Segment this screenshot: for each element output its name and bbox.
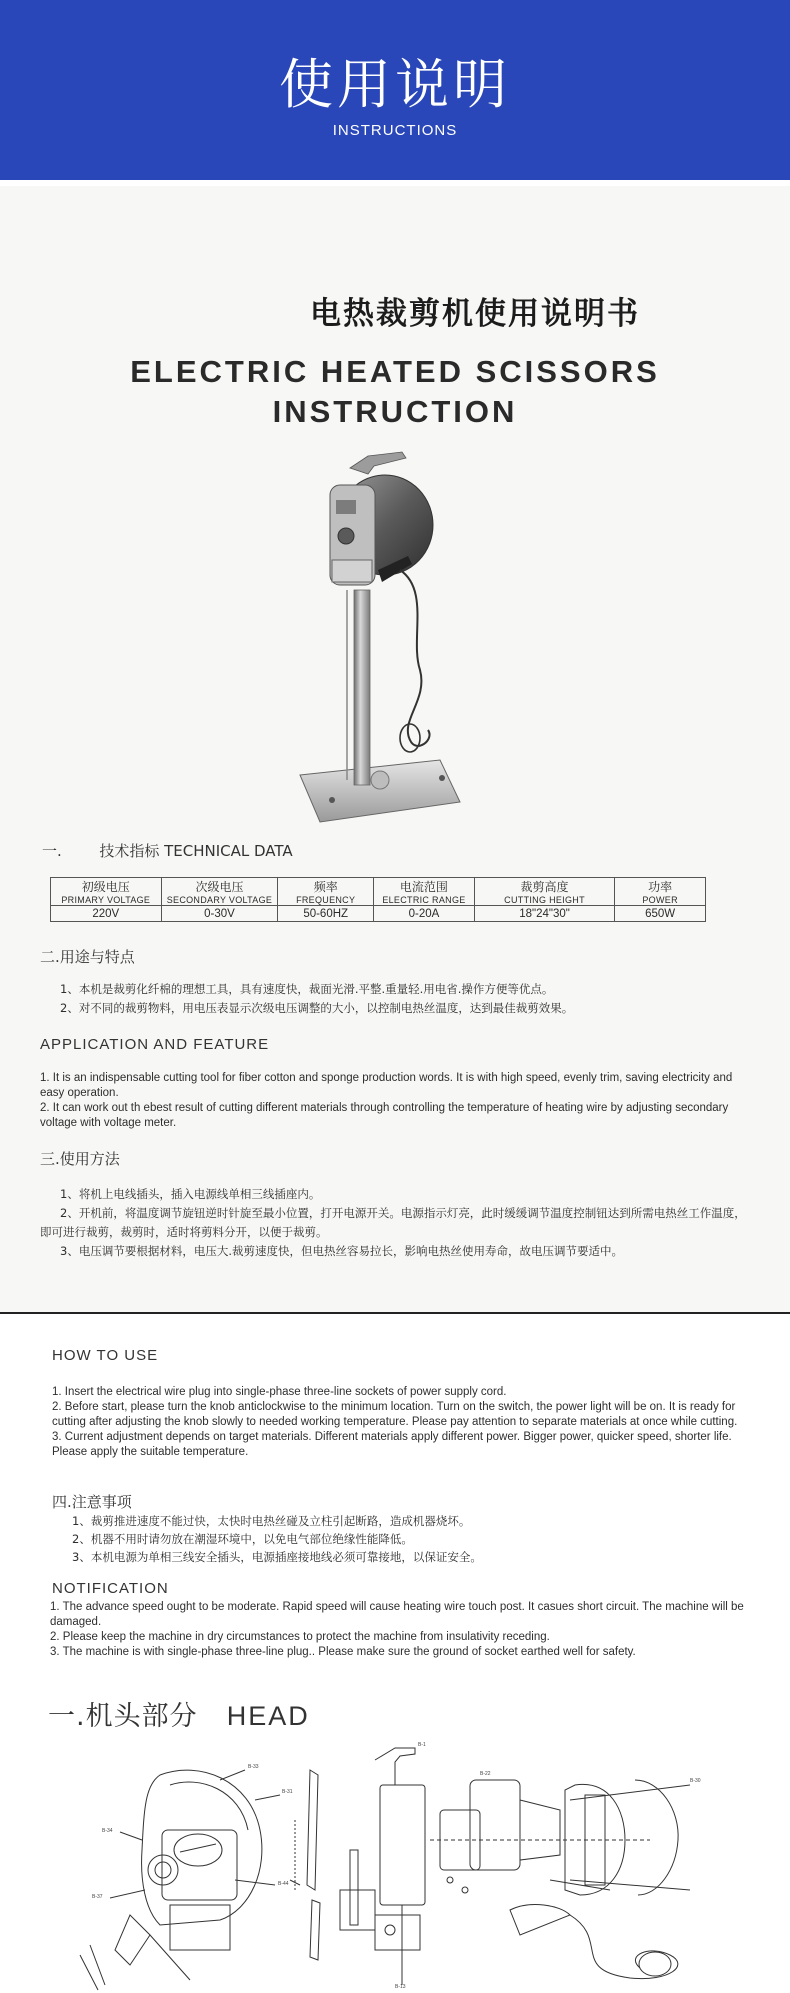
usage-item: 2、对不同的裁剪物料，用电压表显示次级电压调整的大小，以控制电热丝温度，达到最佳裁剪效果。 — [60, 1001, 574, 1015]
notes-item: 2、机器不用时请勿放在潮湿环境中，以免电气部位绝缘性能降低。 — [72, 1532, 413, 1546]
howto-p3: 3. Current adjustment depends on target materials. Different materials apply different power. Bigger power, quicker speed, shorter life. Please apply the suitable temperature. — [52, 1431, 732, 1458]
svg-text:B-13: B-13 — [395, 1984, 406, 1990]
howto-p1: 1. Insert the electrical wire plug into single-phase three-line sockets of power supply cord. — [52, 1386, 507, 1398]
tech-heading-num: 一. — [42, 842, 62, 860]
val-frequency: 50-60HZ — [278, 906, 374, 922]
svg-text:B-44: B-44 — [278, 1881, 289, 1887]
application-heading: APPLICATION AND FEATURE — [40, 1036, 270, 1053]
doc-title-en-line1: ELECTRIC HEATED SCISSORS — [130, 354, 660, 389]
svg-text:B-37: B-37 — [92, 1894, 103, 1900]
notes-item: 3、本机电源为单相三线安全插头，电源插座接地线必须可靠接地，以保证安全。 — [72, 1550, 482, 1564]
head-exploded-diagram — [50, 1740, 760, 1993]
faint-mark — [78, 760, 81, 771]
svg-text:B-34: B-34 — [102, 1828, 113, 1834]
usage-heading: 二.用途与特点 — [40, 948, 135, 966]
notification-heading: NOTIFICATION — [52, 1580, 169, 1597]
val-power: 650W — [615, 906, 706, 922]
svg-text:B-31: B-31 — [282, 1789, 293, 1795]
tech-header-row — [51, 878, 706, 906]
val-primary-voltage: 220V — [51, 906, 162, 922]
howto-p2: 2. Before start, please turn the knob anticlockwise to the minimum location. Turn on the switch, the power light will be on. It is ready for cutting after adjusting the knob slowly to needed working temperature. Please pay attention to separate materials at once while cutting. — [52, 1401, 738, 1428]
application-p1: 1. It is an indispensable cutting tool for fiber cotton and sponge production words. It is with high speed, evenly trim, saving electricity and easy operation. — [40, 1072, 733, 1099]
method-heading: 三.使用方法 — [40, 1150, 120, 1168]
method-item: 2、开机前，将温度调节旋钮逆时针旋至最小位置，打开电源开关。电源指示灯亮，此时缓缓调节温度控制钮达到所需电热丝工作温度，即可进行裁剪，裁剪时，适时将剪料分开，以便于裁剪。 — [40, 1206, 746, 1239]
svg-text:B-1: B-1 — [418, 1742, 426, 1748]
notification-text — [50, 1600, 762, 1660]
svg-text:B-22: B-22 — [480, 1771, 491, 1777]
col-power: 功率 POWER — [615, 878, 706, 906]
svg-text:B-30: B-30 — [690, 1778, 701, 1784]
banner-title: 使用说明 — [279, 53, 511, 116]
usage-list — [60, 980, 750, 1018]
header-banner — [0, 0, 790, 180]
doc-title-cn: 电热裁剪机使用说明书 — [310, 296, 640, 332]
head-section-title — [48, 1694, 310, 1733]
head-title-cn: 一.机头部分 — [48, 1701, 198, 1732]
notes-heading: 四.注意事项 — [52, 1493, 132, 1511]
tech-heading-text: 技术指标 TECHNICAL DATA — [99, 842, 293, 860]
notification-p2: 2. Please keep the machine in dry circumstances to protect the machine from insulativity receding. — [50, 1631, 550, 1643]
usage-item: 1、本机是裁剪化纤棉的理想工具，具有速度快，裁面光滑.平整.重量轻.用电省.操作方便等优点。 — [60, 982, 554, 996]
col-primary-voltage: 初级电压 PRIMARY VOLTAGE — [51, 878, 162, 906]
banner-subtitle: INSTRUCTIONS — [332, 122, 458, 139]
application-p2: 2. It can work out th ebest result of cutting different materials through controlling the temperature of heating wire by adjusting secondary voltage with voltage meter. — [40, 1102, 729, 1129]
howto-text — [52, 1385, 760, 1460]
svg-text:B-33: B-33 — [248, 1764, 259, 1770]
col-frequency: 频率 FREQUENCY — [278, 878, 374, 906]
val-electric-range: 0-20A — [374, 906, 475, 922]
notification-p3: 3. The machine is with single-phase three-line plug.. Please make sure the ground of socket earthed well for safety. — [50, 1646, 636, 1658]
howto-heading: HOW TO USE — [52, 1347, 159, 1364]
application-text — [40, 1071, 745, 1131]
notes-list — [72, 1512, 762, 1566]
tech-value-row — [51, 906, 706, 922]
col-cutting-height: 裁剪高度 CUTTING HEIGHT — [474, 878, 614, 906]
val-cutting-height: 18"24"30" — [474, 906, 614, 922]
col-secondary-voltage: 次级电压 SECONDARY VOLTAGE — [161, 878, 278, 906]
doc-title-en-line2: INSTRUCTION — [272, 394, 518, 429]
method-list — [40, 1185, 752, 1261]
notification-p1: 1. The advance speed ought to be moderate. Rapid speed will cause heating wire touch post. It casues short circuit. The machine will be damaged. — [50, 1601, 744, 1628]
method-item: 3、电压调节要根据材料，电压大.裁剪速度快，但电热丝容易拉长，影响电热丝使用寿命，故电压调节要适中。 — [60, 1244, 623, 1258]
tech-data-table — [50, 877, 706, 922]
doc-title-en — [0, 352, 790, 432]
val-secondary-voltage: 0-30V — [161, 906, 278, 922]
head-title-en: HEAD — [226, 1701, 310, 1731]
tech-heading — [42, 840, 293, 861]
notes-item: 1、裁剪推进速度不能过快，太快时电热丝碰及立柱引起断路，造成机器烧坏。 — [72, 1514, 471, 1528]
machine-illustration — [270, 440, 470, 830]
method-item: 1、将机上电线插头，插入电源线单相三线插座内。 — [60, 1187, 321, 1201]
col-electric-range: 电流范围 ELECTRIC RANGE — [374, 878, 475, 906]
